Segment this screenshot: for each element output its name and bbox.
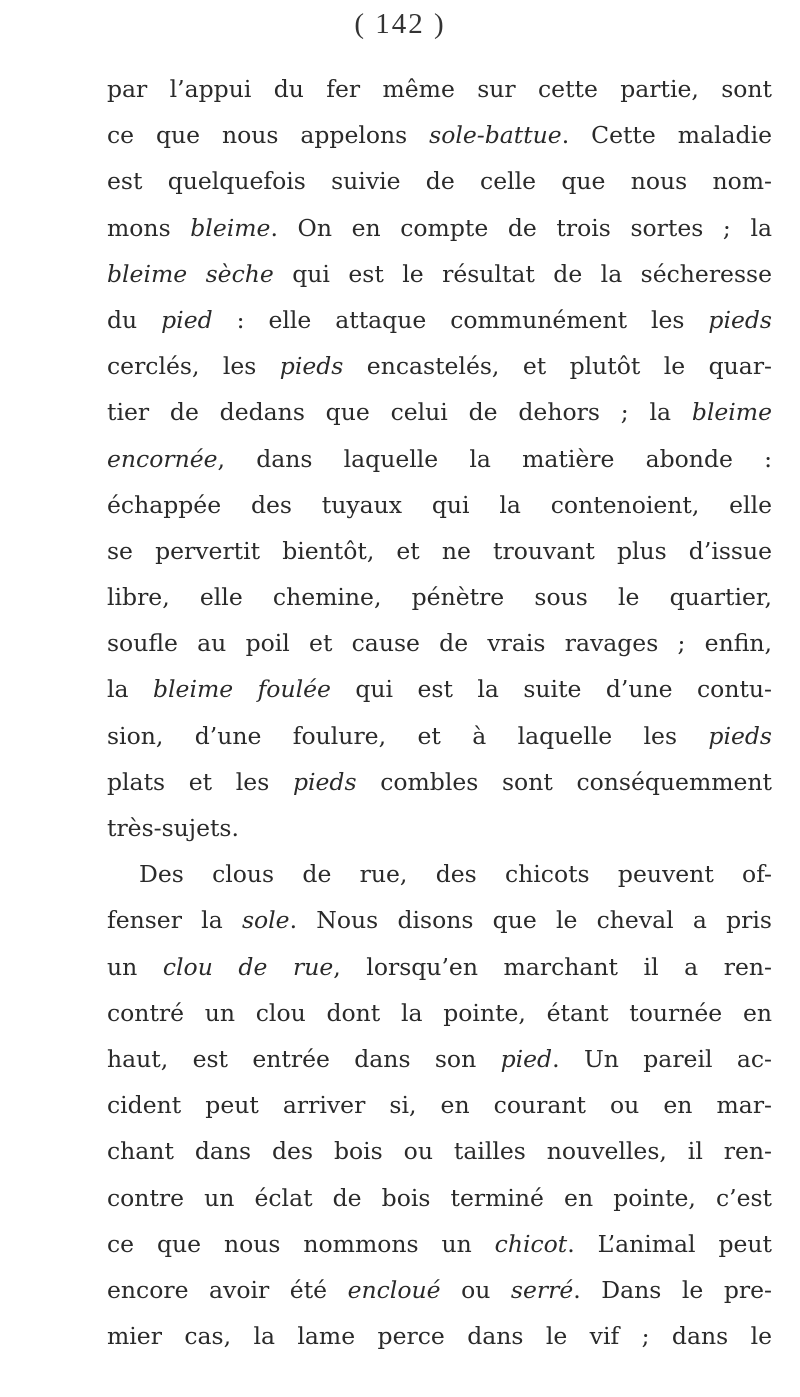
text-run: du (107, 305, 162, 334)
text-line (107, 158, 772, 204)
text-line (107, 297, 772, 343)
text-line (107, 759, 772, 805)
text-line (107, 1128, 772, 1174)
italic-term: bleime foulée (152, 675, 331, 704)
italic-term: encloué (347, 1275, 441, 1304)
text-line (107, 990, 772, 1036)
text-line (107, 1036, 772, 1082)
text-line (107, 620, 772, 666)
text-run: sion, d’une foulure, et à laquelle les (107, 721, 709, 750)
text-run: . Cette maladie (561, 121, 772, 150)
italic-term: pied (161, 305, 213, 334)
text-run: . Nous disons que le cheval a pris (289, 906, 772, 935)
italic-term: serré (510, 1275, 574, 1304)
text-line (107, 205, 772, 251)
text-run: fenser la (107, 906, 242, 935)
text-line (107, 112, 772, 158)
italic-term: clou de rue (162, 952, 334, 981)
italic-term: sole (241, 906, 290, 935)
text-run: encastelés, et plutôt le quar- (343, 352, 772, 381)
text-run: un (107, 952, 163, 981)
italic-term: bleime sèche (107, 259, 274, 288)
text-line (107, 944, 772, 990)
text-run: est quelquefois suivie de celle que nous nom- (107, 167, 772, 196)
text-line (107, 851, 772, 897)
text-run: qui est la suite d’une contu- (330, 675, 772, 704)
text-line (107, 897, 772, 943)
text-line (107, 389, 772, 435)
text-line (107, 1313, 772, 1359)
italic-term: bleime (190, 213, 271, 242)
text-line (107, 574, 772, 620)
text-line (107, 436, 772, 482)
body-text (107, 66, 772, 1359)
text-run: par l’appui du fer même sur cette partie, sont (107, 75, 772, 103)
text-run: encore avoir été (107, 1275, 348, 1304)
text-run: mons (107, 213, 191, 242)
page-number: ( 142 ) (354, 8, 446, 40)
text-line (107, 66, 772, 112)
italic-term: sole-battue (429, 121, 562, 150)
text-run: chant dans des bois ou tailles nouvelles, il ren- (107, 1137, 772, 1166)
italic-term: pieds (279, 352, 344, 381)
text-line (107, 666, 772, 712)
italic-term: pieds (292, 767, 357, 796)
text-line (107, 251, 772, 297)
text-run: . L’animal peut (567, 1229, 772, 1258)
text-run: contré un clou dont la pointe, étant tournée en (107, 998, 772, 1027)
text-line (107, 482, 772, 528)
text-line (107, 343, 772, 389)
text-run: ou (440, 1275, 511, 1304)
text-run: échappée des tuyaux qui la contenoient, elle (107, 490, 772, 519)
text-run: contre un éclat de bois terminé en pointe, c’est (107, 1183, 772, 1212)
text-run: tier de dedans que celui de dehors ; la (107, 398, 692, 427)
text-run: combles sont conséquemment (356, 767, 772, 796)
text-run: qui est le résultat de la sécheresse (273, 259, 772, 288)
text-run: , lorsqu’en marchant il a ren- (333, 952, 772, 981)
text-line (107, 805, 772, 851)
text-line (107, 1175, 772, 1221)
italic-term: chicot (494, 1229, 568, 1258)
text-run: la (107, 675, 153, 704)
text-run: . Dans le pre- (573, 1275, 772, 1304)
text-line (107, 713, 772, 759)
text-run: . On en compte de trois sortes ; la (270, 213, 772, 242)
text-run: . Un pareil ac- (552, 1044, 772, 1073)
italic-term: pied (500, 1044, 553, 1073)
text-run: plats et les (107, 767, 293, 796)
text-run: , dans laquelle la matière abonde : (217, 444, 772, 473)
italic-term: bleime (691, 398, 772, 427)
text-run: cident peut arriver si, en courant ou en mar- (107, 1091, 772, 1120)
text-line (107, 1221, 772, 1267)
text-run: mier cas, la lame perce dans le vif ; dans le (107, 1322, 772, 1351)
italic-term: pieds (708, 305, 772, 334)
text-run: très-sujets. (107, 814, 239, 842)
text-run: : elle attaque communément les (212, 305, 709, 334)
text-run: Des clous de rue, des chicots peuvent of- (139, 860, 772, 889)
text-line (107, 1082, 772, 1128)
text-run: soufle au poil et cause de vrais ravages ; enfin, (107, 629, 772, 658)
text-run: haut, est entrée dans son (107, 1044, 501, 1073)
text-run: se pervertit bientôt, et ne trouvant plus d’issue (107, 536, 772, 565)
text-line (107, 1267, 772, 1313)
text-run: ce que nous nommons un (107, 1229, 495, 1258)
text-run: ce que nous appelons (107, 121, 430, 150)
text-line (107, 528, 772, 574)
text-run: libre, elle chemine, pénètre sous le quartier, (107, 583, 772, 612)
text-run: cerclés, les (107, 352, 280, 381)
italic-term: encornée (107, 444, 218, 473)
italic-term: pieds (708, 721, 772, 750)
